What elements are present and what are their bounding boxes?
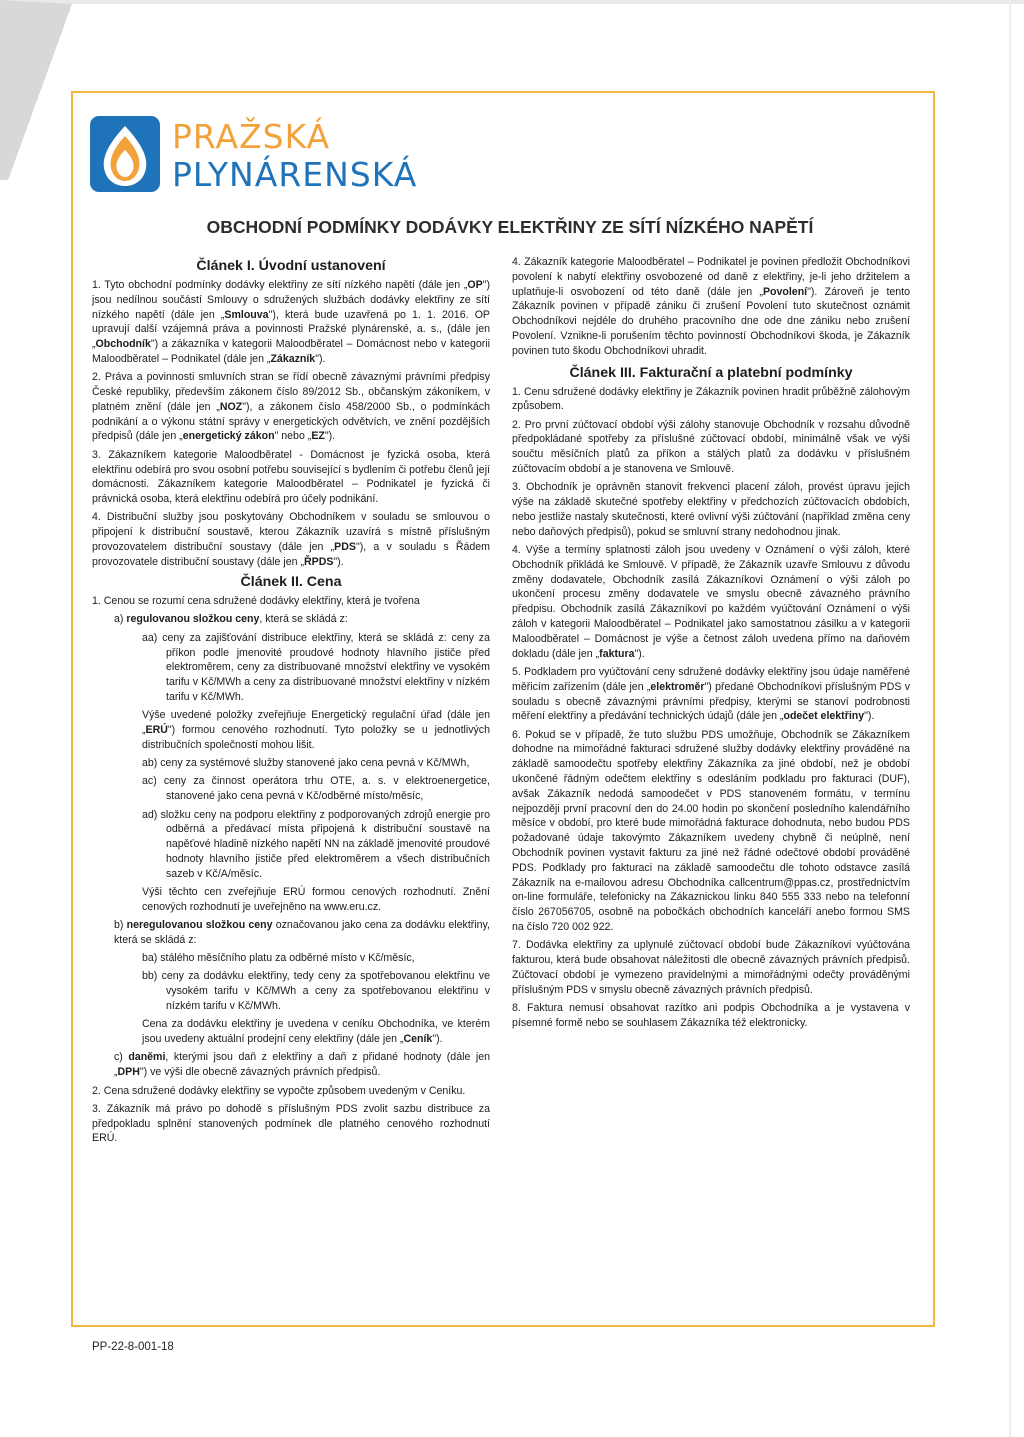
billing-paragraph-6: 6. Pokud se v případě, že tuto službu PDS umožňuje, Obchodník se Zákazníkem dohodne na mimořádné fakturaci sdružené služby dodávky elektřiny prováděné na základě samoodečtu spotřeby elektřiny Zákazníka za jiné období, než je období ukončené řádným odečtem elektřiny s odesláním podkladu pro fakturaci (DUF), avšak Zákazník nedodá samoodečet v PDS stanoveném formátu, v termínu nejpozději první pracovní den do 24.00 hodin po skončení posledního kalendářního měsíce v období, pro které bude mimořádná fakturace dohodnuta, nebo budou PDS požadované údaje takovýmto Zákazníkem uvedeny chybně či neúplně, není Obchodník povinen vystavit fakturu za jiné než řádné odečtové období prováděné PDS. Podklady pro fakturaci na základě samoodečtu dle tohoto odstavce zasílá Zákazník na e-mailovou adresu Obchodníka callcentrum@ppas.cz, prostřednictvím on-line formuláře, telefonicky na Zákaznickou linku 840 555 333 nebo na telefonní číslo 267056705, osobně na pobočkách obchodních kanceláří anebo formou SMS na číslo 720 002 922. xyxy=(512,728,910,933)
price-paragraph-2: 2. Cena sdružené dodávky elektřiny se vypočte způsobem uvedeným v Ceníku. xyxy=(92,1084,466,1097)
right-column xyxy=(512,255,910,1034)
article-1-paragraph-3: 3. Zákazníkem kategorie Maloodběratel - Domácnost je fyzická osoba, která elektřinu odebírá pro svou osobní potřebu související s bydlením či potřebu členů její domácnosti. Zákazníkem kategorie Maloodběratel – Podnikatel je fyzická či právnická osoba, která elektřinu odebírá pro účely podnikání. xyxy=(92,448,490,506)
price-item-bb: bb) ceny za dodávku elektřiny, tedy ceny za spotřebovanou elektřinu ve vysokém tarifu v Kč/MWh a ceny za spotřebovanou elektřinu v nízkém tarifu v Kč/MWh. xyxy=(142,970,490,1013)
billing-paragraph-2: 2. Pro první zúčtovací období výši zálohy stanovuje Obchodník v rozsahu důvodně předpokládané spotřeby za příslušné zúčtovací období, minimálně však ve výši součtu měsíčních platů za příkon a stálých platů za dodávku v příslušném zúčtovacím období a je stanovena ve Smlouvě. xyxy=(512,418,910,476)
article-2-heading: Článek II. Cena xyxy=(240,574,342,591)
article-1-paragraph-4: 4. Distribuční služby jsou poskytovány Obchodníkem v souladu se smlouvou o připojení k distribuční soustavě, kterou Zákazník uzavírá s místně příslušným provozovatelem distribuční soustavy (dále jen „PDS"), a v souladu s Řádem provozovatele distribuční soustavy (dále jen „ŘPDS"). xyxy=(92,511,490,568)
brand-name-line2: PLYNÁRENSKÁ xyxy=(172,155,418,194)
article-1-paragraph-2: 2. Práva a povinnosti smluvních stran se řídí obecně závaznými právními předpisy České republiky, především zákonem číslo 89/2012 Sb., občanským zákoníkem, v platném znění (dále jen „NOZ"), a zákonem číslo 458/2000 Sb., o podmínkách podnikání a o výkonu státní správy v energetických odvětvích, ve znění pozdějších předpisů (dále jen „energetický zákon" nebo „EZ"). xyxy=(92,371,490,443)
brand-name-line1: PRAŽSKÁ xyxy=(172,117,331,156)
price-item-c: c) daněmi, kterými jsou daň z elektřiny a daň z přidané hodnoty (dále jen „DPH") ve výši dle obecně závazných právních předpisů. xyxy=(114,1051,490,1079)
article-1-paragraph-1: 1. Tyto obchodní podmínky dodávky elektřiny ze sítí nízkého napětí (dále jen „OP") jsou nedílnou součástí Smlouvy o sdružených službách dodávky elektřiny ze sítí nízkého napětí (dále jen „Smlouva"), která bude uzavřená po 1. 1. 2016. OP upravují další vzájemná práva a povinnosti Pražské plynárenské, a. s., (dále jen „Obchodník") a zákazníka v kategorii Maloodběratel – Domácnost nebo v kategorii Maloodběratel – Podnikatel (dále jen „Zákazník"). xyxy=(92,279,490,365)
price-item-b-note: Cena za dodávku elektřiny je uvedena v ceníku Obchodníka, ve kterém jsou uvedeny aktuální prodejní ceny elektřiny (dále jen „Ceník"). xyxy=(142,1018,490,1046)
price-item-ad-note: Výši těchto cen zveřejňuje ERÚ formou cenových rozhodnutí. Znění cenových rozhodnutí je uveřejněno na www.eru.cz. xyxy=(142,885,490,913)
document-title: OBCHODNÍ PODMÍNKY DODÁVKY ELEKTŘINY ZE SÍTÍ NÍZKÉHO NAPĚTÍ xyxy=(206,217,814,237)
price-item-ad: ad) složku ceny na podporu elektřiny z podporovaných zdrojů energie pro odběrná a předávací místa připojená k distribuční soustavě na napěťové hladině nízkého napětí NN na základě jmenovité proudové hodnoty hlavního jističe před elektroměrem a všech distribučních sazeb v Kč/A/měsíc. xyxy=(142,808,490,880)
company-logo xyxy=(90,112,418,196)
flame-icon xyxy=(90,116,160,192)
billing-paragraph-3: 3. Obchodník je oprávněn stanovit frekvenci placení záloh, provést úpravu jejich výše na základě skutečné spotřeby elektřiny v předchozích zúčtovacích obdobích, nebo jestliže nastaly skutečnosti, které ovlivní výši zúčtování (například změna ceny nebo daňových předpisů), pokud se smluvní strany nedohodnou jinak. xyxy=(512,481,910,538)
billing-paragraph-7: 7. Dodávka elektřiny za uplynulé zúčtovací období bude Zákazníkovi vyúčtována fakturou, která bude obsahovat náležitosti dle obecně závazných právních předpisů. Zúčtovací období je vymezeno pravidelnými a mimořádnými odečty prováděnými příslušným PDS v smyslu obecně závazných právních předpisů. xyxy=(512,939,910,996)
price-item-b: b) neregulovanou složkou ceny označovanou jako cena za dodávku elektřiny, která se skládá z: xyxy=(114,919,491,946)
price-item-a: a) regulovanou složkou ceny, která se skládá z: xyxy=(114,613,348,626)
price-item-ba: ba) stálého měsíčního platu za odběrné místo v Kč/měsíc, xyxy=(142,952,415,965)
article-3-heading: Článek III. Fakturační a platební podmínky xyxy=(569,364,853,381)
billing-paragraph-8: 8. Faktura nemusí obsahovat razítko ani podpis Obchodníka a je vystavena v písemné formě nebo se souhlasem Zákazníka též elektronicky. xyxy=(512,1001,910,1029)
price-item-ab: ab) ceny za systémové služby stanovené jako cena pevná v Kč/MWh, xyxy=(142,757,470,770)
document-code: PP-22-8-001-18 xyxy=(92,1341,174,1353)
price-item-aa: aa) ceny za zajišťování distribuce elektřiny, která se skládá z: ceny za příkon podle jmenovité proudové hodnoty hlavního jističe před elektroměrem, ceny za distribuované množství elektřiny ve vysokém tarifu v Kč/MWh a ceny za distribuované množství elektřiny v nízkém tarifu v Kč/MWh. xyxy=(142,631,490,703)
price-paragraph-1: 1. Cenou se rozumí cena sdružené dodávky elektřiny, která je tvořena xyxy=(92,595,420,608)
billing-paragraph-4: 4. Výše a termíny splatnosti záloh jsou uvedeny v Oznámení o výši záloh, které Obchodník přikládá ke Smlouvě. V případě, že Zákazník uzavře Smlouvu z důvodu změny dodavatele, Obchodník zasílá Zákazníkovi Oznámení o výši záloh po ukončení procesu změny dodavatele ve smyslu obecně závazného právního předpisu. Obchodník zasílá Zákazníkovi po každém vyúčtování Oznámení o výši záloh v kategorii Maloodběratel – Podnikatel jako samostatnou zásilku a v kategorii Maloodběratel – Domácnost je výše a četnost záloh uvedena přímo na daňovém dokladu (dále jen „faktura"). xyxy=(512,544,910,660)
billing-paragraph-1: 1. Cenu sdružené dodávky elektřiny je Zákazník povinen hradit průběžně zálohovým způsobem. xyxy=(512,385,910,413)
billing-paragraph-5: 5. Podkladem pro vyúčtování ceny sdružené dodávky elektřiny jsou údaje naměřené měřicím zařízením (dále jen „elektroměr") předané Obchodníkovi příslušným PDS v souladu s obecně závaznými právními předpisy, kterými se stanoví podrobnosti měření elektřiny a předávání technických údajů (dále jen „odečet elektřiny"). xyxy=(512,665,910,723)
article-1-paragraph-4b: 4. Zákazník kategorie Maloodběratel – Podnikatel je povinen předložit Obchodníkovi povolení k nabytí elektřiny osvobozené od daně z elektřiny, je-li jeho držitelem a uplatňuje-li osvobození od této daně (dále jen „Povolení"). Zároveň je tento Zákazník povinen v případě zániku či zrušení Povolení tuto skutečnost oznámit Obchodníkovi nejdéle do druhého pracovního dne ode dne zániku nebo zrušení Povolení. Vznikne-li porušením těchto povinností Obchodníkovi škoda, je Zákazník povinen tuto škodu Obchodníkovi uhradit. xyxy=(512,256,911,357)
price-paragraph-3: 3. Zákazník má právo po dohodě s příslušným PDS zvolit sazbu distribuce za předpokladu splnění stanovených podmínek dle platného cenového rozhodnutí ERÚ. xyxy=(92,1102,490,1145)
price-item-a-note: Výše uvedené položky zveřejňuje Energetický regulační úřad (dále jen „ERÚ") formou cenového rozhodnutí. Tyto položky se u jednotlivých distribučních společností mohou lišit. xyxy=(142,709,490,751)
price-item-ac: ac) ceny za činnost operátora trhu OTE, a. s. v elektroenergetice, stanovené jako cena pevná v Kč/odběrné místo/měsíc, xyxy=(142,775,490,803)
left-column xyxy=(92,257,490,1150)
article-1-heading: Článek I. Úvodní ustanovení xyxy=(196,258,386,274)
